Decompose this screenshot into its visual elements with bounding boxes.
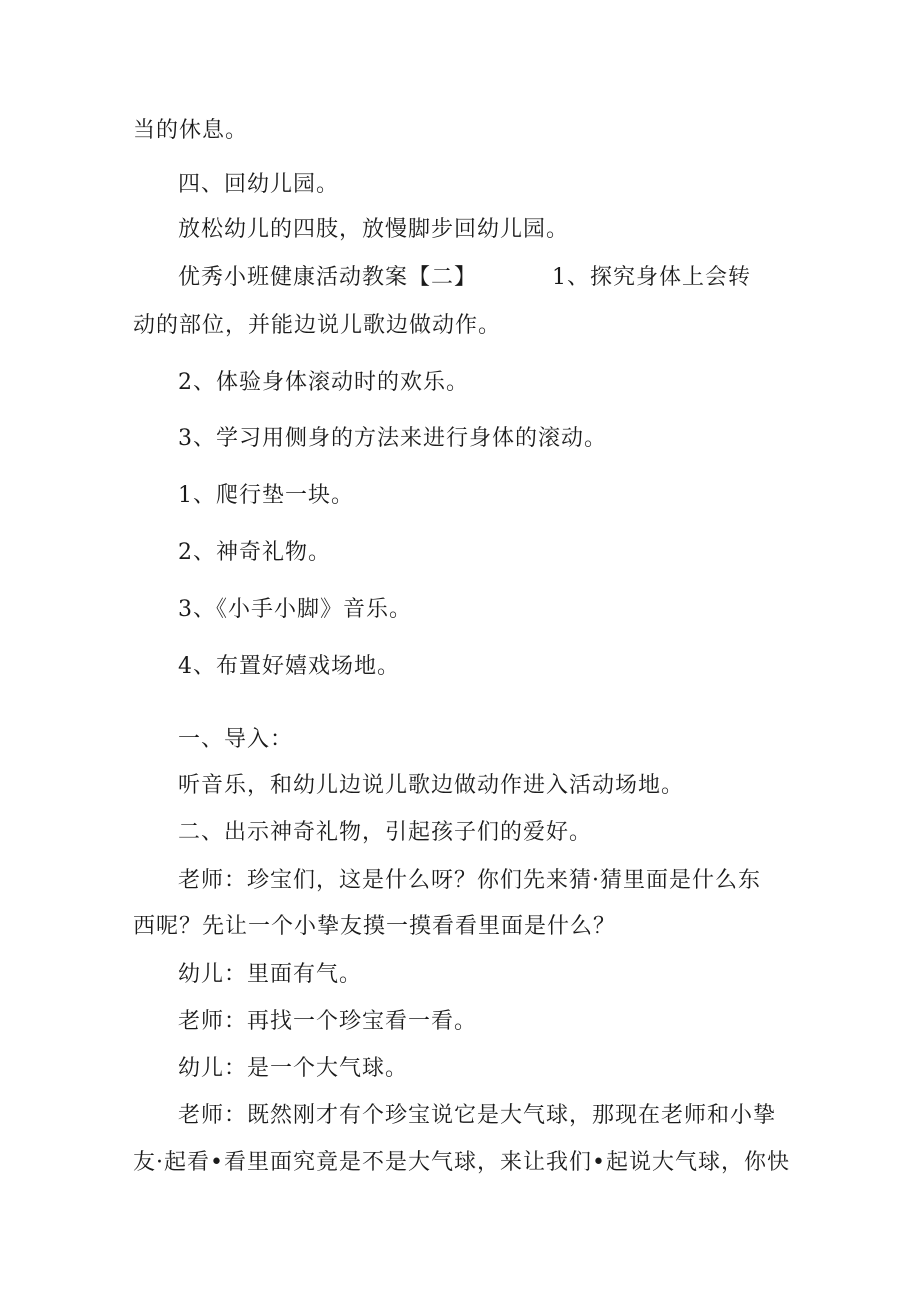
section-heading: 四、回幼儿园。 [178,172,340,197]
dialogue-line: 老师：珍宝们，这是什么呀？你们先来猜·猜里面是什么东 [178,868,761,893]
material-item: 1、爬行垫一块。 [178,483,354,508]
section-heading: 一、导入： [178,727,294,752]
dialogue-line: 老师：再找一个珍宝看一看。 [178,1009,478,1034]
text-line: 放松幼儿的四肢，放慢脚步回幼儿园。 [178,217,570,242]
goal-item: 1、探究身体上会转 [552,265,751,290]
text-line: 听音乐，和幼儿边说儿歌边做动作进入活动场地。 [178,773,685,798]
material-item: 3、《小手小脚》音乐。 [178,597,412,622]
material-item: 4、布置好嬉戏场地。 [178,654,400,679]
dialogue-line: 西呢？先让一个小挚友摸一摸看看里面是什么？ [133,914,617,939]
goal-item: 2、体验身体滚动时的欢乐。 [178,370,469,395]
dialogue-line: 幼儿：是一个大气球。 [178,1056,409,1081]
lesson-title: 优秀小班健康活动教案【二】 [178,265,478,290]
dialogue-line: 幼儿：里面有气。 [178,962,363,987]
dialogue-line: 老师：既然刚才有个珍宝说它是大气球，那现在老师和小挚 [178,1103,777,1128]
section-heading: 二、出示神奇礼物，引起孩子们的爱好。 [178,820,593,845]
dialogue-line: 友·起看•看里面究竟是不是大气球，来让我们•起说大气球，你快 [133,1150,790,1175]
material-item: 2、神奇礼物。 [178,540,331,565]
text-line: 动的部位，并能边说儿歌边做动作。 [133,313,502,338]
text-line: 当的休息。 [133,118,249,143]
goal-item: 3、学习用侧身的方法来进行身体的滚动。 [178,426,607,451]
